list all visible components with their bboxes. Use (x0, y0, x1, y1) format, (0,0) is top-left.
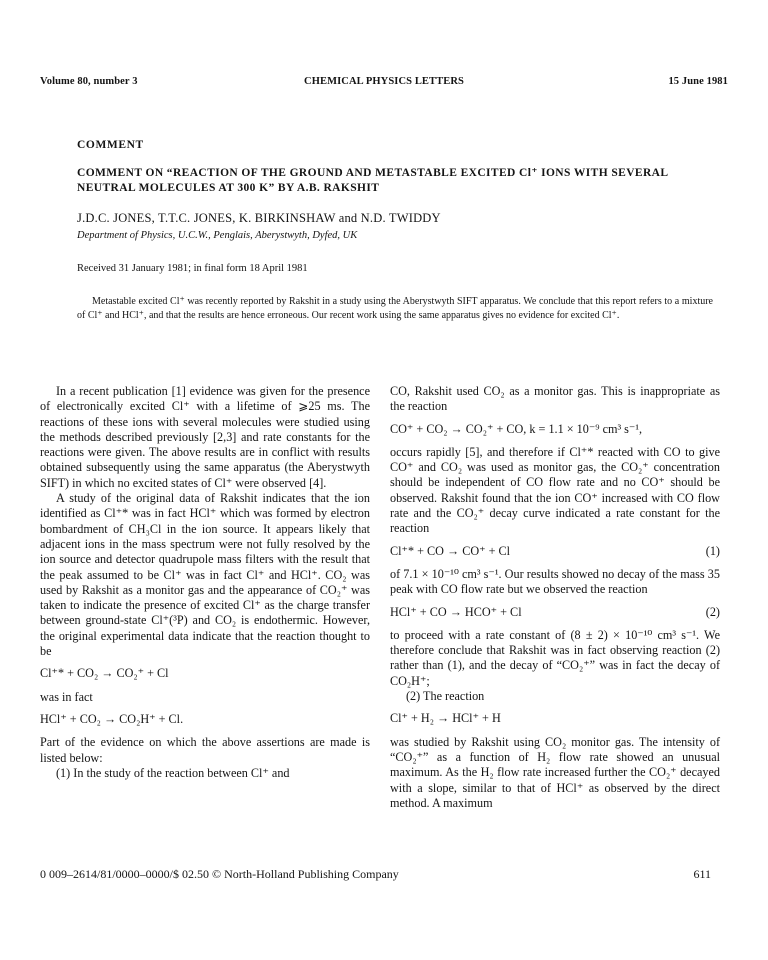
equation (40, 666, 370, 681)
equation-1 (390, 544, 720, 559)
issue-date: 15 June 1981 (668, 76, 728, 87)
equation-number: (1) (705, 543, 720, 558)
paragraph: was studied by Rakshit using CO₂ monitor gas. The intensity of “CO₂⁺” as a function of H₂ flow rate showed an unusual maximum. As the H₂ flow rate increased further the CO₂⁺ decayed with a slope, similar to that of HCl⁺ as observed by the direct method. A maximum (390, 734, 720, 810)
equation-text: HCl⁺ + CO₂ → CO₂H⁺ + Cl. (40, 711, 184, 726)
paragraph: A study of the original data of Rakshit indicates that the ion identified as Cl⁺* was in fact HCl⁺ which was formed by electron bombardment of CH₃Cl in the ion source. It appears likely that adjacent ions in the mass spectrum were not fully resolved by the ion source and detector quadrupole mass filters with the result that the peak assumed to be Cl⁺ was in fact Cl⁺ and HCl⁺. CO₂ was used by Rakshit as a monitor gas and the appearance of CO₂⁺ was taken to indicate the presence of excited Cl⁺ as the charge transfer between ground-state Cl⁺(³P) and CO₂ is endothermic. However, the original experimental data indicate that the reaction thought to be (40, 491, 370, 659)
article-title: COMMENT ON “REACTION OF THE GROUND AND METASTABLE EXCITED Cl⁺ IONS WITH SEVERAL NEUTRAL MOLECULES AT 300 K” BY A.B. RAKSHIT (77, 167, 668, 194)
right-column (390, 384, 720, 811)
paragraph: was in fact (40, 689, 93, 704)
paragraph: (1) In the study of the reaction between Cl⁺ and (56, 765, 290, 780)
volume-number: Volume 80, number 3 (40, 76, 138, 87)
page-number: 611 (693, 867, 711, 881)
author-affiliation: Department of Physics, U.C.W., Penglais, Aberystwyth, Dyfed, UK (77, 230, 358, 241)
copyright-line: 0 009–2614/81/0000–0000/$ 02.50 © North-Holland Publishing Company (40, 867, 399, 881)
equation-text: Cl⁺* + CO₂ → CO₂⁺ + Cl (40, 666, 169, 681)
author-list: J.D.C. JONES, T.T.C. JONES, K. BIRKINSHAW and N.D. TWIDDY (77, 211, 441, 225)
paragraph: In a recent publication [1] evidence was given for the presence of electronically excited Cl⁺ with a lifetime of ⩾25 ms. The reactions of these ions with several molecules were studied using the methods described previously [2,3] and rate constants for the reactions were given. The above results are in conflict with results obtained subsequently using the same apparatus (the Aberystwyth SIFT) in which no excited states of Cl⁺ were observed [4]. (40, 384, 370, 490)
paragraph: occurs rapidly [5], and therefore if Cl⁺* reacted with CO to give CO⁺ and CO₂ was used as monitor gas, the CO₂⁺ concentration should be independent of CO flow rate and no CO⁺ should be observed. Rakshit found that the ion CO⁺ increased with CO flow rate and the CO₂⁺ decay curve indicated a rate constant for the reaction (390, 444, 720, 536)
paragraph: CO, Rakshit used CO₂ as a monitor gas. This is inappropriate as the reaction (390, 384, 720, 414)
section-label: COMMENT (77, 139, 144, 151)
equation-text: Cl⁺* + CO → CO⁺ + Cl (390, 543, 511, 558)
equation-text: HCl⁺ + CO → HCO⁺ + Cl (390, 604, 522, 619)
equation (390, 711, 720, 726)
journal-name: CHEMICAL PHYSICS LETTERS (304, 76, 464, 87)
paragraph: (2) The reaction (406, 689, 485, 704)
abstract-text: Metastable excited Cl⁺ was recently reported by Rakshit in a study using the Aberystwyth SIFT apparatus. We conclude that this report refers to a mixture of Cl⁺ and HCl⁺, and that the results are hence erroneous. Our recent work using the same apparatus gives no evidence for excited Cl⁺. (77, 296, 713, 321)
equation (40, 712, 370, 727)
abstract (77, 295, 713, 323)
paragraph: Part of the evidence on which the above assertions are made is listed below: (40, 735, 370, 765)
equation-2 (390, 605, 720, 620)
paragraph: to proceed with a rate constant of (8 ± 2) × 10⁻¹⁰ cm³ s⁻¹. We therefore conclude that Rakshit was in fact observing reaction (2) rather than (1), and the decay of “CO₂⁺” was in fact the decay of CO₂H⁺; (390, 627, 720, 688)
paragraph: of 7.1 × 10⁻¹⁰ cm³ s⁻¹. Our results showed no decay of the mass 35 peak with CO flow rate but we observed the reaction (390, 566, 720, 597)
received-dates: Received 31 January 1981; in final form 18 April 1981 (77, 263, 308, 274)
equation-text: CO⁺ + CO₂ → CO₂⁺ + CO, k = 1.1 × 10⁻⁹ cm³ s⁻¹, (390, 421, 643, 436)
equation (390, 422, 720, 437)
equation-number: (2) (705, 604, 720, 619)
left-column (40, 384, 370, 781)
equation-text: Cl⁺ + H₂ → HCl⁺ + H (390, 711, 501, 726)
